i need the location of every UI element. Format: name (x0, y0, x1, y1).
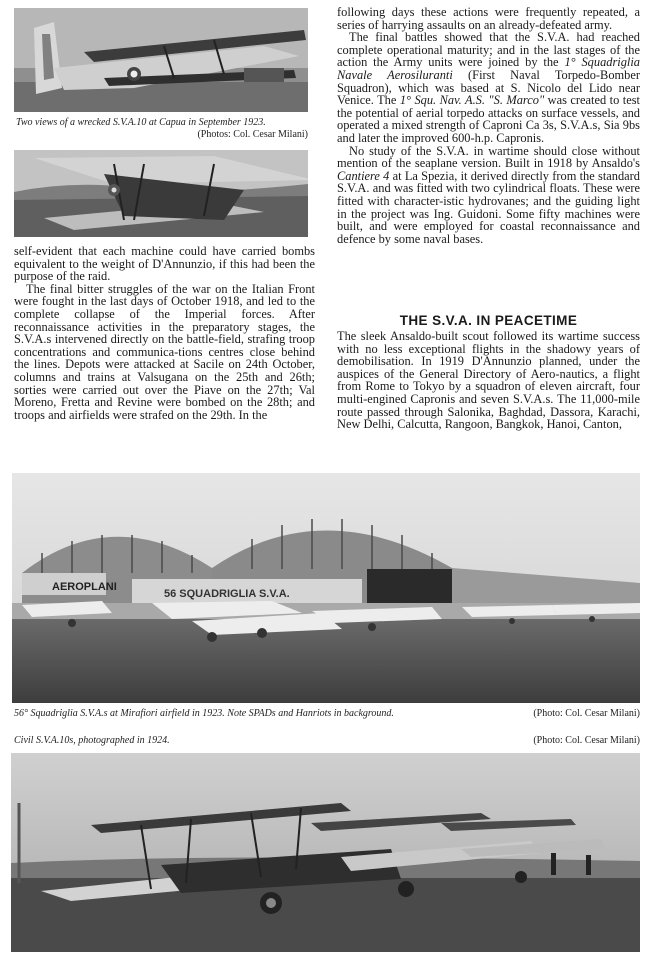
right-paragraph-2b: (First Naval Torpedo-Bomber Squadron), which was based at S. Nicolo del Lido near Venice. The (337, 67, 640, 108)
civil-sva-photo (11, 753, 640, 952)
left-paragraph-2: The final bitter struggles of the war on the Italian Front were fought in the last days of October 1918, and led to the complete collapse of the Imperial forces. After reconnaissance activities in the preparatory stages, the S.V.A.s intervened directly on the battle-field, strafing troop concentrations and communica-tions centres close behind the lines. Depots were attacked at Sacile on 24th October, columns and trains at Valsugana on the 25th and 26th; sorties were carried out over the Piave on the 27th; Val Moreno, Fretta and Revine were bombed on the 28th; and troops and airfields were strafed on the 29th. In the (14, 281, 315, 422)
naval-squadron-name: 1° Squadriglia Navale Aerosiluranti (337, 55, 640, 82)
left-column (14, 245, 315, 421)
wrecked-sva-photo-bottom (14, 150, 308, 237)
wreck-caption-credit: (Photos: Col. Cesar Milani) (197, 129, 308, 140)
biplane-wreck-icon (14, 8, 308, 112)
right-paragraph-2 (337, 31, 640, 144)
civil-caption-text: Civil S.V.A.10s, photographed in 1924. (14, 735, 170, 746)
civil-caption (14, 735, 640, 747)
wreck-caption-text: Two views of a wrecked S.V.A.10 at Capua in September 1923. (16, 117, 266, 128)
civil-biplanes-icon (11, 753, 640, 952)
cantiere-name: Cantiere 4 (337, 168, 390, 183)
right-paragraph-3b: at La Spezia, it derived directly from the standard S.V.A. and was fitted with two cylindrical floats. These were fitted with character-istic hydrovanes; and the guiding light in the project was Ing. Guidoni. Some fifty machines were built, and were employed for coastal reconnaissance and defence by some naval bases. (337, 168, 640, 246)
wreck-caption (16, 117, 308, 141)
right-paragraph-2c: was created to test the potential of aerial torpedo attacks on surface vessels, and operated a mixed strength of Caproni Ca 3s, S.V.A.s, Sia 9bs and later the improved 600-h.p. Capronis. (337, 93, 640, 145)
hangar-caption (14, 708, 640, 720)
hangar-caption-text: 56° Squadriglia S.V.A.s at Mirafiori airfield in 1923. Note SPADs and Hanriots in background. (14, 708, 394, 719)
right-paragraph-3a: No study of the S.V.A. in wartime should close without mention of the seaplane version. Built in 1918 by Ansaldo's (337, 143, 640, 171)
right-paragraph-4: The sleek Ansaldo-built scout followed its wartime success with no less exceptional flights in the shadowy years of demobilisation. In 1919 D'Annunzio planned, under the auspices of the General Directory of Aero-nautics, a flight from Rome to Tokyo by a squadron of eleven aircraft, four multi-engined Capronis and seven S.V.A.s. The 11,000-mile route passed through Salonika, Baghdad, Dassora, Karachi, New Delhi, Calcutta, Rangoon, Bangkok, Hanoi, Canton, (337, 329, 640, 432)
hangar-sign-left: AEROPLANI (52, 581, 117, 593)
right-column-lower (337, 330, 640, 431)
san-marco-squadron-name: 1° Squ. Nav. A.S. "S. Marco" (399, 93, 545, 108)
hangar-airfield-icon (12, 473, 640, 703)
right-paragraph-3 (337, 145, 640, 246)
biplane-wreck-icon (14, 150, 308, 237)
right-paragraph-2a: The final battles showed that the S.V.A. had reached complete operational maturity; and in the last stages of the action the Army units were joined by the (337, 30, 640, 70)
hangar-photo (12, 473, 640, 703)
section-heading: THE S.V.A. IN PEACETIME (399, 313, 578, 328)
wrecked-sva-photo-top (14, 8, 308, 112)
left-paragraph-1: self-evident that each machine could have carried bombs equivalent to the weight of D'Annunzio, if this had been the purpose of the raid. (14, 244, 315, 284)
hangar-sign-center: 56 SQUADRIGLIA S.V.A. (164, 588, 290, 600)
right-column (337, 6, 640, 245)
civil-caption-credit: (Photo: Col. Cesar Milani) (533, 735, 640, 746)
hangar-caption-credit: (Photo: Col. Cesar Milani) (533, 708, 640, 719)
right-paragraph-1: following days these actions were frequently repeated, a series of harrying assaults on an already-defeated army. (337, 5, 640, 32)
